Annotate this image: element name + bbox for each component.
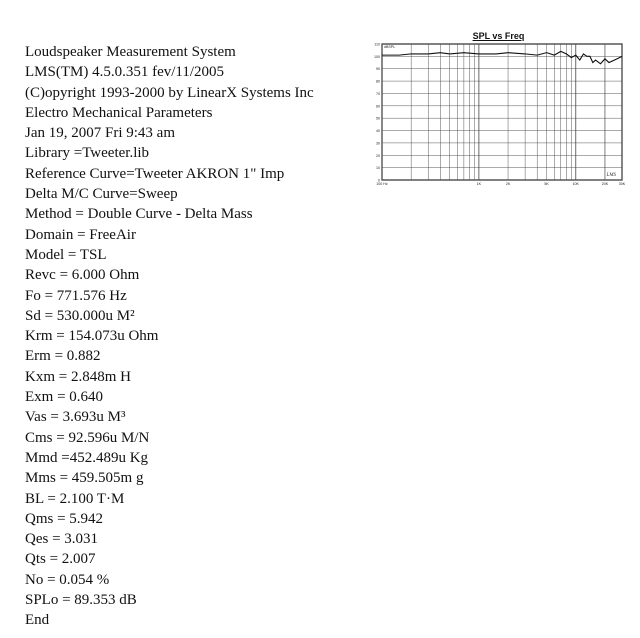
y-tick-label: 40 [376, 129, 380, 134]
x-tick-label: 20K [601, 182, 609, 186]
parameter-line: Cms = 92.596u M/N [25, 429, 150, 446]
x-tick-label: 100 Hz [376, 182, 388, 186]
parameter-line: Exm = 0.640 [25, 389, 104, 406]
parameter-line: No = 0.054 % [25, 571, 110, 588]
chart-annotation: LMS [606, 173, 616, 178]
spl-vs-freq-chart [360, 30, 630, 190]
y-tick-label: 100 [374, 54, 380, 59]
parameter-line: Kxm = 2.848m H [25, 368, 131, 385]
parameter-line: Loudspeaker Measurement System [25, 44, 236, 60]
y-tick-label: 20 [376, 153, 380, 158]
parameter-line: BL = 2.100 T·M [25, 490, 125, 507]
parameter-line: Model = TSL [25, 246, 107, 263]
x-tick-label: 2K [505, 182, 511, 186]
parameter-line: Qms = 5.942 [25, 510, 104, 527]
parameter-line: Method = Double Curve - Delta Mass [25, 206, 253, 223]
parameter-line: Electro Mechanical Parameters [25, 104, 213, 121]
y-tick-label: 60 [376, 104, 380, 109]
parameter-line: SPLo = 89.353 dB [25, 592, 137, 609]
parameter-line: Revc = 6.000 Ohm [25, 267, 140, 284]
parameter-list [25, 42, 314, 631]
x-tick-label: 10K [572, 182, 579, 186]
parameter-line: Qts = 2.007 [25, 551, 96, 568]
parameter-line: Domain = FreeAir [25, 226, 136, 243]
y-tick-label: 80 [376, 79, 380, 84]
parameter-line: LMS(TM) 4.5.0.351 fev/11/2005 [25, 64, 225, 81]
y-axis-label: dBSPL [384, 45, 396, 49]
parameter-line: Delta M/C Curve=Sweep [25, 186, 178, 203]
x-tick-label: 1K [476, 182, 482, 186]
parameter-line: End [25, 612, 50, 629]
y-tick-label: 70 [376, 91, 380, 96]
x-tick-label: 30K [618, 182, 626, 186]
parameter-line: Mmd =452.489u Kg [25, 449, 149, 466]
x-tick-label: 5K [544, 182, 549, 186]
y-tick-label: 0 [378, 178, 380, 183]
y-tick-label: 50 [376, 116, 380, 121]
parameter-line: Fo = 771.576 Hz [25, 287, 127, 304]
y-tick-label: 30 [376, 141, 380, 146]
parameter-line: Reference Curve=Tweeter AKRON 1" Imp [25, 165, 285, 182]
parameter-line: Erm = 0.882 [25, 348, 101, 365]
parameter-line: (C)opyright 1993-2000 by LinearX Systems Inc [25, 84, 314, 101]
y-tick-label: 110 [374, 42, 380, 47]
parameter-line: Vas = 3.693u M³ [25, 409, 126, 426]
parameter-line: Sd = 530.000u M² [25, 307, 135, 324]
spl-curve [382, 51, 622, 63]
parameter-line: Krm = 154.073u Ohm [25, 328, 159, 345]
chart-title: SPL vs Freq [472, 31, 525, 41]
y-tick-label: 10 [376, 166, 380, 171]
parameter-line: Jan 19, 2007 Fri 9:43 am [25, 125, 175, 142]
y-tick-label: 90 [376, 67, 380, 72]
parameter-line: Qes = 3.031 [25, 531, 99, 548]
parameter-line: Library =Tweeter.lib [25, 145, 150, 162]
parameter-line: Mms = 459.505m g [25, 470, 144, 487]
plot-frame [382, 44, 622, 180]
